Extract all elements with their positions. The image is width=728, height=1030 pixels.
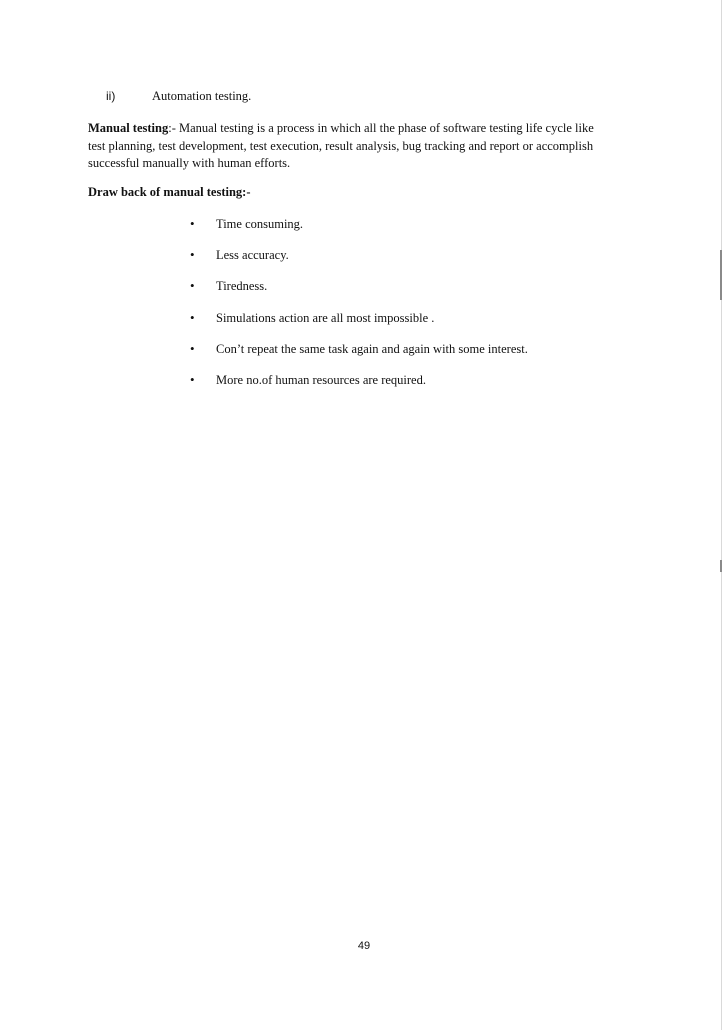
list-marker: ii) [106, 89, 116, 103]
list-item-text: Simulations action are all most impossible . [216, 310, 435, 325]
list-item-automation [106, 89, 251, 104]
page-number [0, 940, 728, 952]
list-item [190, 216, 528, 247]
list-item-text: Tiredness. [216, 279, 268, 294]
list-item [190, 278, 528, 309]
bullet-icon: • [190, 278, 195, 294]
manual-testing-paragraph [88, 120, 648, 173]
list-item-text: Less accuracy. [216, 248, 289, 263]
list-item [190, 372, 528, 403]
page-edge-shadow [720, 560, 722, 572]
bullet-icon: • [190, 216, 195, 231]
page-edge [721, 0, 722, 1030]
paragraph-line: test planning, test development, test execution, result analysis, bug tracking and report or accomplish [88, 138, 594, 153]
drawbacks-heading: Draw back of manual testing:- [88, 185, 251, 199]
paragraph-line [88, 120, 648, 138]
page-number-text: 49 [357, 940, 371, 952]
list-item [190, 247, 528, 278]
bullet-icon: • [190, 371, 195, 387]
bullet-icon: • [190, 247, 195, 263]
list-item-text: Con’t repeat the same task again and again with some interest. [216, 341, 528, 356]
list-item [190, 310, 528, 341]
paragraph-line: successful manually with human efforts. [88, 156, 291, 170]
list-item-text: Automation testing. [152, 89, 252, 103]
drawbacks-list [190, 216, 528, 403]
manual-testing-term: Manual testing [88, 121, 169, 135]
manual-testing-definition: :- Manual testing is a process in which all the phase of software testing life cycle like [168, 121, 594, 135]
bullet-icon: • [190, 340, 195, 356]
bullet-icon: • [190, 309, 195, 325]
list-item-text: Time consuming. [216, 217, 304, 231]
list-item [190, 341, 528, 372]
list-item-text: More no.of human resources are required. [216, 372, 426, 387]
page-edge-shadow [720, 250, 722, 300]
